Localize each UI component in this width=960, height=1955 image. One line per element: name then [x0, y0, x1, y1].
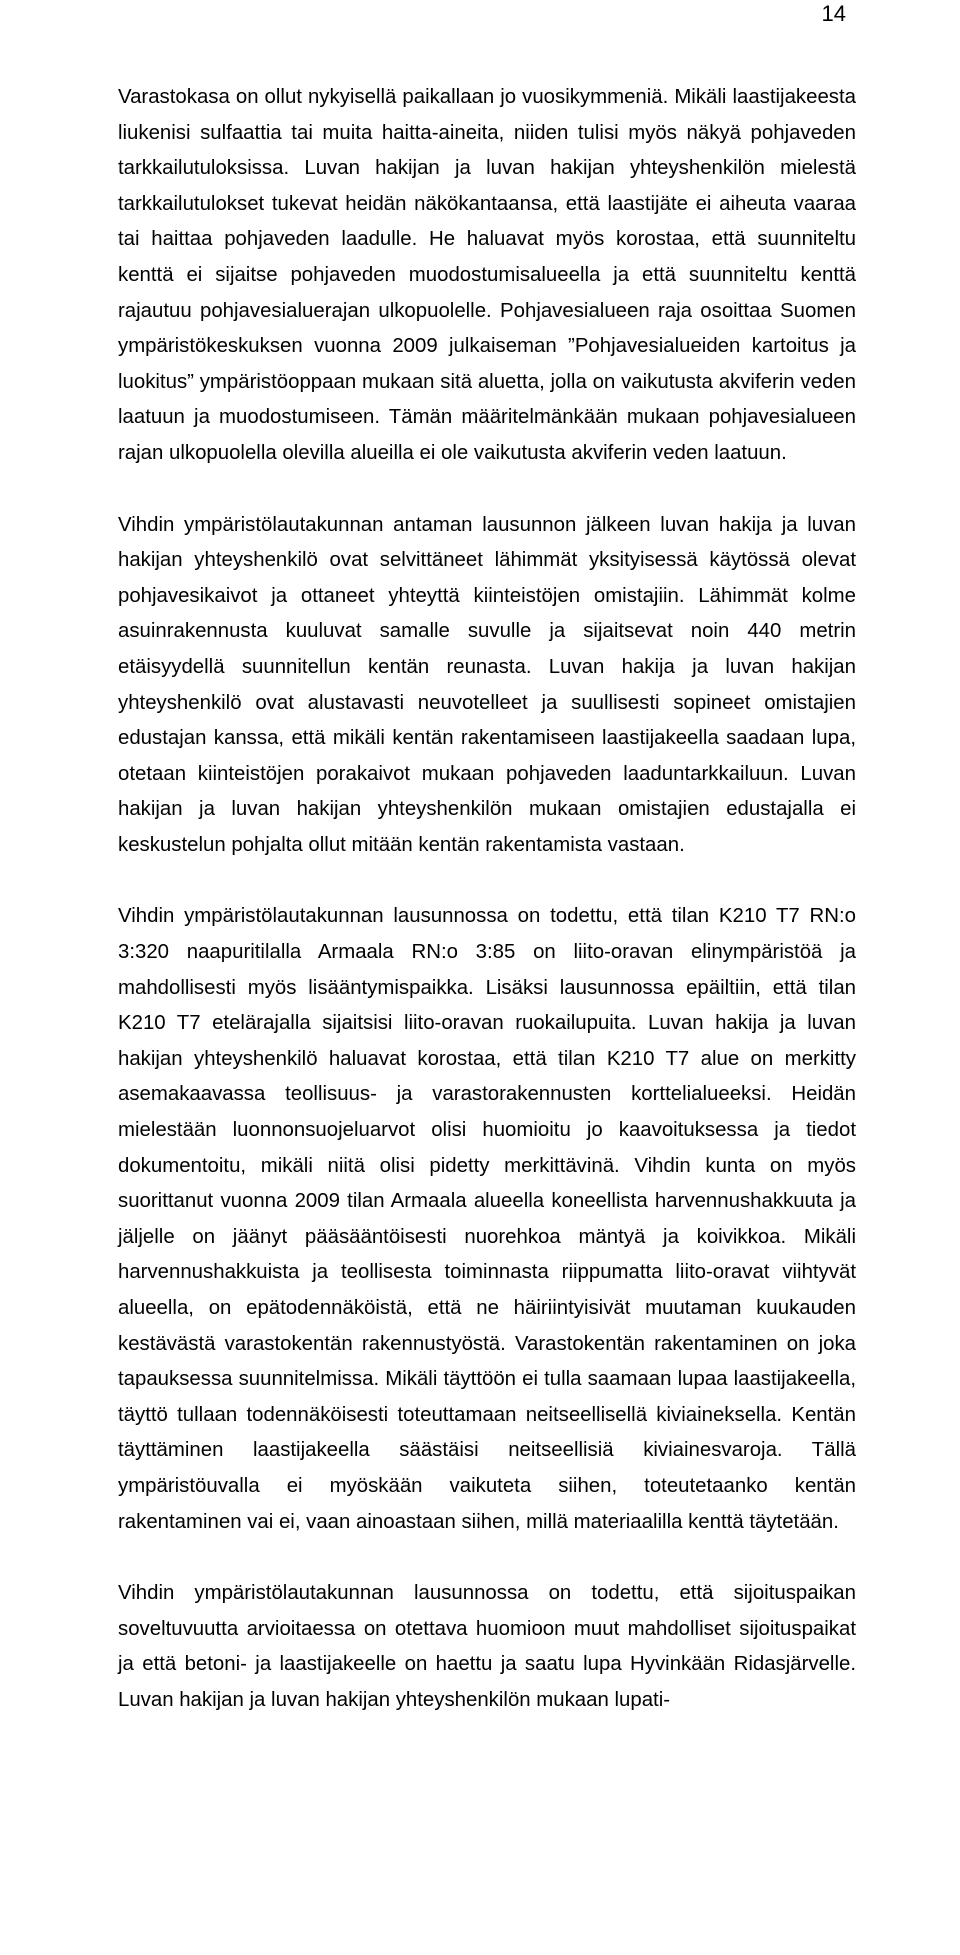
page-number: 14	[821, 1, 846, 26]
document-body	[118, 80, 856, 1719]
paragraph-2: Vihdin ympäristölautakunnan antaman lausunnon jälkeen luvan hakija ja luvan hakijan yhteyshenkilö ovat selvittäneet lähimmät yksityisessä käytössä olevat pohjavesikaivot ja ottaneet yhteyttä kiinteistöjen omistajiin. Lähimmät kolme asuinrakennusta kuuluvat samalle suvulle ja sijaitsevat noin 440 metrin etäisyydellä suunnitellun kentän reunasta. Luvan hakija ja luvan hakijan yhteyshenkilö ovat alustavasti neuvotelleet ja suullisesti sopineet omistajien edustajan kanssa, että mikäli kentän rakentamiseen laastijakeella saadaan lupa, otetaan kiinteistöjen porakaivot mukaan pohjaveden laaduntarkkailuun. Luvan hakijan ja luvan hakijan yhteyshenkilön mukaan omistajien edustajalla ei keskustelun pohjalta ollut mitään kentän rakentamista vastaan.	[118, 513, 856, 856]
paragraph-4: Vihdin ympäristölautakunnan lausunnossa on todettu, että sijoituspaikan soveltuvuutta arvioitaessa on otettava huomioon muut mahdolliset sijoituspaikat ja että betoni- ja laastijakeelle on haettu ja saatu lupa Hyvinkään Ridasjärvelle. Luvan hakijan ja luvan hakijan yhteyshenkilön mukaan lupati-	[118, 1582, 856, 1711]
paragraph-1: Varastokasa on ollut nykyisellä paikallaan jo vuosikymmeniä. Mikäli laastijakeesta liukenisi sulfaattia tai muita haitta-aineita, niiden tulisi myös näkyä pohjaveden tarkkailutuloksissa. Luvan hakijan ja luvan hakijan yhteyshenkilön mielestä tarkkailutulokset tukevat heidän näkökantaansa, että laastijäte ei aiheuta vaaraa tai haittaa pohjaveden laadulle. He haluavat myös korostaa, että suunniteltu kenttä ei sijaitse pohjaveden muodostumisalueella ja että suunniteltu kenttä rajautuu pohjavesialuerajan ulkopuolelle. Pohjavesialueen raja osoittaa Suomen ympäristökeskuksen vuonna 2009 julkaiseman ”Pohjavesialueiden kartoitus ja luokitus” ympäristöoppaan mukaan sitä aluetta, jolla on vaikutusta akviferin veden laatuun ja muodostumiseen. Tämän määritelmänkään mukaan pohjavesialueen rajan ulkopuolella olevilla alueilla ei ole vaikutusta akviferin veden laatuun.	[118, 86, 856, 464]
paragraph-3: Vihdin ympäristölautakunnan lausunnossa on todettu, että tilan K210 T7 RN:o 3:320 naapuritilalla Armaala RN:o 3:85 on liito-oravan elinympäristöä ja mahdollisesti myös lisääntymispaikka. Lisäksi lausunnossa epäiltiin, että tilan K210 T7 etelärajalla sijaitsisi liito-oravan ruokailupuita. Luvan hakija ja luvan hakijan yhteyshenkilö haluavat korostaa, että tilan K210 T7 alue on merkitty asemakaavassa teollisuus- ja varastorakennusten korttelialueeksi. Heidän mielestään luonnonsuojeluarvot olisi huomioitu jo kaavoituksessa ja tiedot dokumentoitu, mikäli niitä olisi pidetty merkittävinä. Vihdin kunta on myös suorittanut vuonna 2009 tilan Armaala alueella koneellista harvennushakkuuta ja jäljelle on jäänyt pääsääntöisesti nuorehkoa mäntyä ja koivikkoa. Mikäli harvennushakkuista ja teollisesta toiminnasta riippumatta liito-oravat viihtyvät alueella, on epätodennäköistä, että ne häiriintyisivät muutaman kuukauden kestävästä varastokentän rakennustyöstä. Varastokentän rakentaminen on joka tapauksessa suunnitelmissa. Mikäli täyttöön ei tulla saamaan lupaa laastijakeella, täyttö tullaan todennäköisesti toteuttamaan neitseellisellä kiviaineksella. Kentän täyttäminen laastijakeella säästäisi neitseellisiä kiviainesvaroja. Tällä ympäristöuvalla ei myöskään vaikuteta siihen, toteutetaanko kentän rakentaminen vai ei, vaan ainoastaan siihen, millä materiaalilla kenttä täytetään.	[118, 905, 856, 1533]
